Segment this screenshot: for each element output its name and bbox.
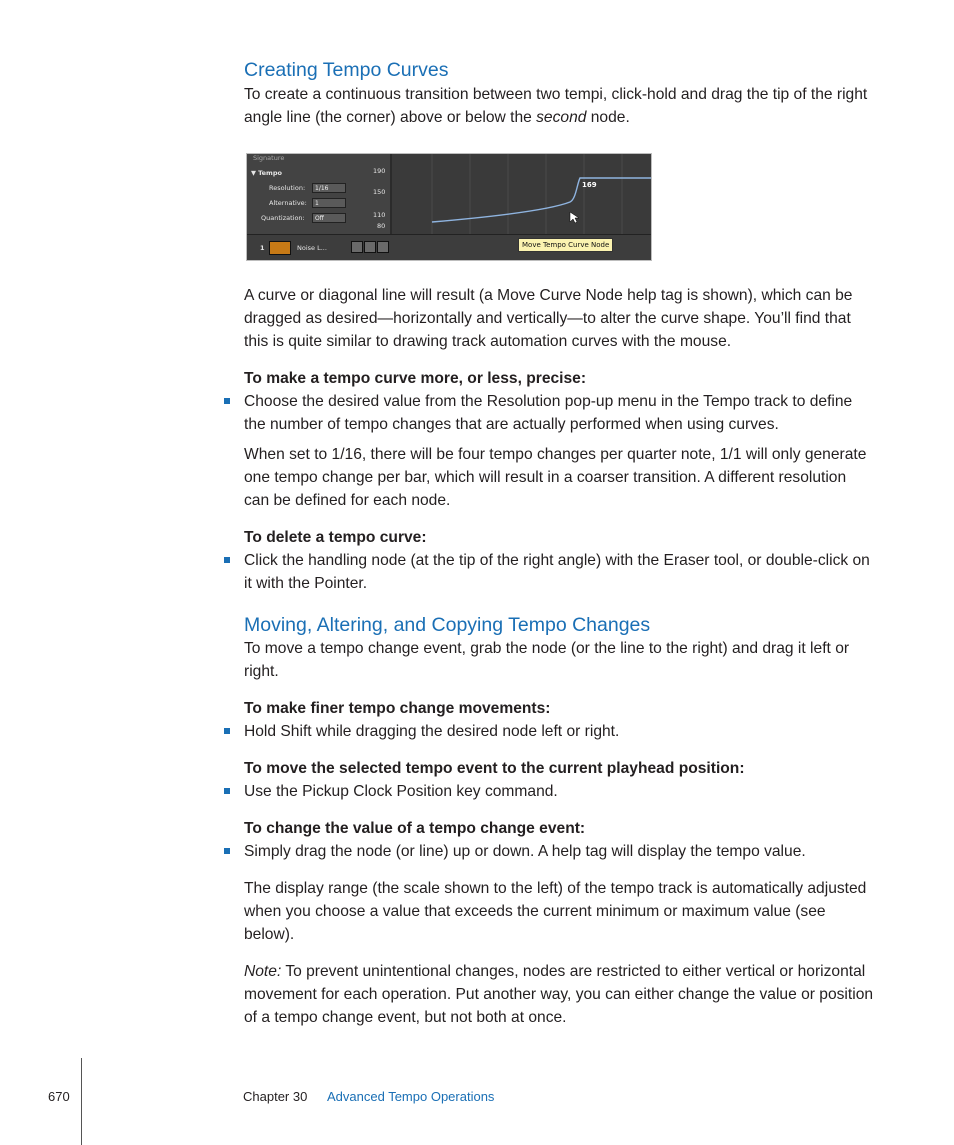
bullet-precise: Choose the desired value from the Resolution pop-up menu in the Tempo track to define the number of tempo changes that are actually performed when using curves. xyxy=(244,390,874,436)
scale-80: 80 xyxy=(377,222,386,230)
lead-delete: To delete a tempo curve: xyxy=(244,529,427,546)
resolution-label: Resolution: xyxy=(269,184,306,192)
lead-value: To change the value of a tempo change event: xyxy=(244,820,586,837)
track-instrument-icon xyxy=(269,241,291,255)
moving-intro-paragraph: To move a tempo change event, grab the node (or the line to the right) and drag it left or right. xyxy=(244,640,850,680)
help-tag: Move Tempo Curve Node xyxy=(518,238,613,252)
chapter-title-link[interactable]: Advanced Tempo Operations xyxy=(327,1089,495,1104)
track-name: Noise L... xyxy=(297,244,327,252)
bullet-square-icon xyxy=(224,848,230,854)
tempo-disclosure-label: ▼ Tempo xyxy=(251,169,282,177)
intro-paragraph: To create a continuous transition between two tempi, click-hold and drag the tip of the right angle line (the corner) above or below the second node. xyxy=(244,86,868,126)
resolution-popup[interactable]: 1/16 xyxy=(312,183,346,193)
scale-110: 110 xyxy=(373,211,386,219)
curve-paragraph: A curve or diagonal line will result (a Move Curve Node help tag is shown), which can be dragged as desired—horizontally and vertically—to alter the curve shape. You’ll find that this is quite similar to drawing track automation curves with the mouse. xyxy=(244,287,853,350)
scale-190: 190 xyxy=(373,167,386,175)
tempo-curve-area[interactable] xyxy=(392,154,652,234)
scale-150: 150 xyxy=(373,188,386,196)
record-button[interactable] xyxy=(377,241,389,253)
footer-divider xyxy=(81,1058,82,1145)
lead-finer: To make finer tempo change movements: xyxy=(244,700,551,717)
pointer-cursor-icon xyxy=(570,212,579,223)
alternative-popup[interactable]: 1 xyxy=(312,198,346,208)
alternative-label: Alternative: xyxy=(269,199,307,207)
mute-button[interactable] xyxy=(351,241,363,253)
lead-precise: To make a tempo curve more, or less, precise: xyxy=(244,370,587,387)
note-paragraph: Note: To prevent unintentional changes, nodes are restricted to either vertical or horizontal movement for each operation. Put another way, you can either change the value or position of a tempo change event, but not both at once. xyxy=(244,963,874,1026)
bullet-delete: Click the handling node (at the tip of the right angle) with the Eraser tool, or double-click on it with the Pointer. xyxy=(244,549,874,595)
bullet-playhead: Use the Pickup Clock Position key command. xyxy=(244,780,874,803)
tempo-curve-line xyxy=(432,178,652,222)
track-number: 1 xyxy=(260,244,265,252)
bullet-square-icon xyxy=(224,728,230,734)
node-value-label: 169 xyxy=(582,181,597,189)
range-paragraph: The display range (the scale shown to the left) of the tempo track is automatically adjusted when you choose a value that exceeds the current minimum or maximum value (see below). xyxy=(244,880,867,943)
tempo-track-screenshot xyxy=(246,153,652,261)
section-heading-moving-tempo-changes: Moving, Altering, and Copying Tempo Changes xyxy=(244,614,651,636)
bullet-square-icon xyxy=(224,788,230,794)
bullet-value: Simply drag the node (or line) up or down. A help tag will display the tempo value. xyxy=(244,840,874,863)
bullet-square-icon xyxy=(224,557,230,563)
bullet-finer: Hold Shift while dragging the desired node left or right. xyxy=(244,720,874,743)
bullet-square-icon xyxy=(224,398,230,404)
track-header-panel xyxy=(247,154,390,234)
quantization-popup[interactable]: Off xyxy=(312,213,346,223)
quantization-label: Quantization: xyxy=(261,214,305,222)
tempo-curve-graph xyxy=(392,154,652,234)
section-heading-creating-tempo-curves: Creating Tempo Curves xyxy=(244,59,449,81)
chapter-label: Chapter 30 xyxy=(243,1089,308,1104)
solo-button[interactable] xyxy=(364,241,376,253)
resolution-paragraph: When set to 1/16, there will be four tempo changes per quarter note, 1/1 will only generate one tempo change per bar, which will result in a coarser transition. A different resolution can be defined for each node. xyxy=(244,446,867,509)
lead-playhead: To move the selected tempo event to the current playhead position: xyxy=(244,760,745,777)
page-number: 670 xyxy=(48,1089,70,1104)
signature-label: Signature xyxy=(253,154,285,162)
